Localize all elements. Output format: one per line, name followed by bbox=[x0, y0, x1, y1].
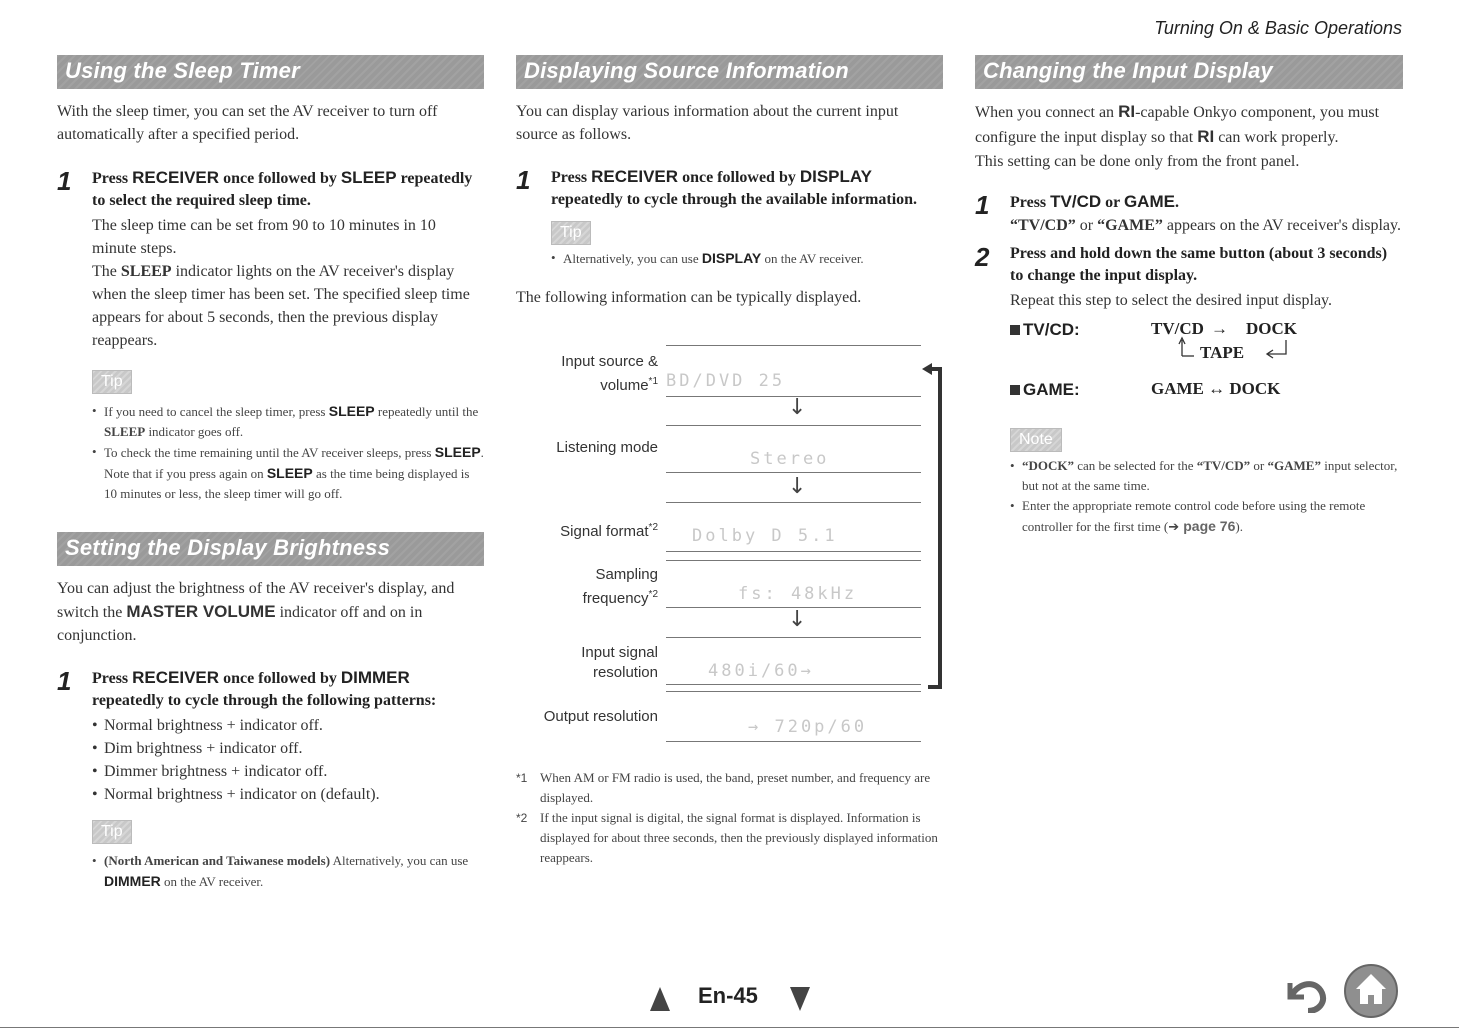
input-note bbox=[975, 428, 1403, 538]
back-icon[interactable] bbox=[1282, 973, 1330, 1013]
tvcd-label: TV/CD: bbox=[1010, 320, 1080, 340]
section-header: Turning On & Basic Operations bbox=[1154, 18, 1402, 38]
note-label: Note bbox=[1010, 428, 1062, 452]
lcd-input-resolution: 480i/60→ bbox=[708, 661, 814, 681]
column-right bbox=[975, 55, 1403, 538]
display-diagram bbox=[516, 345, 946, 745]
input-intro-2: This setting can be done only from the front panel. bbox=[975, 153, 1300, 170]
input-step-2-title: Press and hold down the same button (about 3 seconds) to change the input display. bbox=[1010, 245, 1388, 284]
display-key: DISPLAY bbox=[799, 167, 872, 186]
tvcd-cycle bbox=[1010, 316, 1403, 376]
list-item: • Normal brightness + indicator on (default). bbox=[92, 783, 484, 806]
footnotes bbox=[516, 768, 946, 868]
list-item: • Dimmer brightness + indicator off. bbox=[92, 760, 484, 783]
step-number: 1 bbox=[516, 165, 531, 195]
arrow-right-icon: ➔ bbox=[1168, 520, 1184, 535]
page-number: En-45 bbox=[698, 983, 758, 1008]
next-page-icon[interactable] bbox=[790, 987, 810, 1011]
previous-page-icon[interactable] bbox=[650, 987, 670, 1011]
tip-label: Tip bbox=[92, 370, 132, 394]
brightness-banner bbox=[57, 532, 484, 566]
step-number: 2 bbox=[975, 242, 990, 272]
sleep-intro: With the sleep timer, you can set the AV receiver to turn off automatically after a specified period. bbox=[57, 103, 438, 143]
list-item: • To check the time remaining until the AV receiver sleeps, press SLEEP. Note that if you press again on SLEEP as the time being displayed is 10 minutes or less, the sleep timer will go off. bbox=[92, 442, 484, 504]
brightness-step-title: Press RECEIVER once followed by DIMMER repeatedly to cycle through the following patterns: bbox=[92, 668, 437, 709]
step-number: 1 bbox=[57, 166, 72, 196]
label-input-resolution: Input signal resolution bbox=[581, 644, 658, 681]
tvcd-key: TV/CD bbox=[1050, 192, 1102, 211]
source-intro: You can display various information about the current input source as follows. bbox=[516, 103, 899, 143]
dimmer-key: DIMMER bbox=[340, 668, 410, 687]
home-icon[interactable] bbox=[1340, 962, 1402, 1020]
input-note-list bbox=[1010, 456, 1403, 538]
sleep-body-2: The SLEEP indicator lights on the AV receiver's display when the sleep timer has been set. The specified sleep time appears for about 5 seconds, then the previous display reappears. bbox=[92, 263, 470, 349]
label-listening-mode: Listening mode bbox=[556, 439, 658, 456]
master-volume-key: MASTER VOLUME bbox=[126, 602, 276, 621]
brightness-intro: You can adjust the brightness of the AV receiver's display, and switch the MASTER VOLUME indicator off and on in conjunction. bbox=[57, 580, 455, 644]
lcd-output-resolution: → 720p/60 bbox=[748, 717, 868, 737]
label-sampling-frequency: Sampling frequency$^{*2}$ bbox=[582, 566, 658, 607]
source-step-1 bbox=[516, 166, 943, 269]
list-item: • (North American and Taiwanese models) Alternatively, you can use DIMMER on the AV receiver. bbox=[92, 851, 484, 892]
input-step-2-body: Repeat this step to select the desired input display. bbox=[1010, 292, 1332, 309]
list-item: • Normal brightness + indicator off. bbox=[92, 714, 484, 737]
sleep-step-title: Press RECEIVER once followed by SLEEP repeatedly to select the required sleep time. bbox=[92, 168, 473, 209]
source-info-banner bbox=[516, 55, 943, 89]
sleep-timer-title: Using the Sleep Timer bbox=[65, 58, 300, 83]
down-arrow-icon: ↓ bbox=[788, 474, 807, 499]
sleep-tip bbox=[57, 370, 484, 504]
lcd-listening-mode: Stereo bbox=[750, 449, 830, 469]
down-arrow-icon: ↓ bbox=[788, 395, 807, 420]
source-step-title: Press RECEIVER once followed by DISPLAY repeatedly to cycle through the available information. bbox=[551, 167, 918, 208]
game-label: GAME: bbox=[1010, 380, 1080, 400]
return-loop-arrow-icon bbox=[916, 363, 946, 693]
input-intro: When you connect an RI-capable Onkyo component, you must configure the input display so that RI can work properly. bbox=[975, 102, 1380, 146]
tip-label: Tip bbox=[551, 221, 591, 245]
game-cycle bbox=[1010, 376, 1403, 406]
right-arrow-icon: → bbox=[1211, 319, 1228, 338]
label-signal-format: Signal format$^{*2}$ bbox=[560, 522, 658, 540]
column-middle bbox=[516, 55, 943, 309]
step-number: 1 bbox=[975, 190, 990, 220]
source-following: The following information can be typically displayed. bbox=[516, 289, 862, 306]
sleep-tip-list bbox=[92, 401, 484, 504]
list-item: • “DOCK” can be selected for the “TV/CD” or “GAME” input selector, but not at the same time. bbox=[1010, 456, 1403, 496]
receiver-key: RECEIVER bbox=[591, 167, 679, 186]
label-output-resolution: Output resolution bbox=[543, 708, 658, 725]
footnote-1: *1 When AM or FM radio is used, the band, preset number, and frequency are displayed. bbox=[516, 770, 931, 805]
input-step-2 bbox=[975, 243, 1403, 406]
input-display-banner bbox=[975, 55, 1403, 89]
lcd-input-source: BD/DVD 25 bbox=[666, 371, 786, 391]
ri-logo: RI bbox=[1118, 102, 1136, 121]
source-info-title: Displaying Source Information bbox=[524, 58, 849, 83]
receiver-key: RECEIVER bbox=[132, 168, 220, 187]
input-step-1-body: “TV/CD” or “GAME” appears on the AV receiver's display. bbox=[1010, 217, 1401, 234]
source-tip bbox=[551, 221, 943, 269]
brightness-tip bbox=[57, 820, 484, 892]
label-input-source: Input source & volume$^{*1}$ bbox=[561, 353, 658, 394]
list-item: • Enter the appropriate remote control code before using the remote controller for the first time (➔ page 76). bbox=[1010, 496, 1403, 538]
tvcd-seq-tvcd: TV/CD bbox=[1151, 319, 1204, 338]
lcd-sampling-frequency: fs: 48kHz bbox=[738, 584, 858, 604]
brightness-step-1 bbox=[57, 667, 484, 806]
receiver-key: RECEIVER bbox=[132, 668, 220, 687]
tvcd-seq-dock: DOCK bbox=[1246, 319, 1297, 338]
sleep-timer-banner bbox=[57, 55, 484, 89]
lcd-signal-format: Dolby D 5.1 bbox=[692, 526, 838, 546]
brightness-pattern-list bbox=[92, 714, 484, 806]
footnote-2: *2 If the input signal is digital, the signal format is displayed. Information is displayed for about three seconds, then the previously displayed information reappears. bbox=[516, 810, 938, 865]
source-tip-list bbox=[551, 248, 943, 269]
list-item: • Alternatively, you can use DISPLAY on the AV receiver. bbox=[551, 248, 943, 269]
page-footer bbox=[650, 980, 820, 1014]
input-step-1 bbox=[975, 191, 1403, 237]
list-item: • If you need to cancel the sleep timer, press SLEEP repeatedly until the SLEEP indicator goes off. bbox=[92, 401, 484, 442]
bottom-rule bbox=[0, 1027, 1459, 1028]
brightness-tip-list bbox=[92, 851, 484, 892]
input-step-1-title: Press TV/CD or GAME. bbox=[1010, 192, 1179, 211]
down-arrow-icon: ↓ bbox=[788, 607, 807, 632]
tip-label: Tip bbox=[92, 820, 132, 844]
sleep-body-1: The sleep time can be set from 90 to 10 minutes in 10 minute steps. bbox=[92, 217, 436, 257]
step-number: 1 bbox=[57, 666, 72, 696]
sleep-key: SLEEP bbox=[340, 168, 397, 187]
input-display-title: Changing the Input Display bbox=[983, 58, 1273, 83]
cycle-arrows-icon bbox=[1176, 336, 1291, 362]
ri-logo: RI bbox=[1197, 127, 1215, 146]
game-seq: GAME ↔ DOCK bbox=[1151, 379, 1281, 398]
tvcd-seq-tape: TAPE bbox=[1200, 343, 1245, 362]
list-item: • Dim brightness + indicator off. bbox=[92, 737, 484, 760]
game-key: GAME bbox=[1123, 192, 1175, 211]
brightness-title: Setting the Display Brightness bbox=[65, 535, 391, 560]
page-link[interactable]: page 76 bbox=[1183, 518, 1236, 534]
sleep-step-1 bbox=[57, 167, 484, 352]
column-left bbox=[57, 55, 484, 892]
